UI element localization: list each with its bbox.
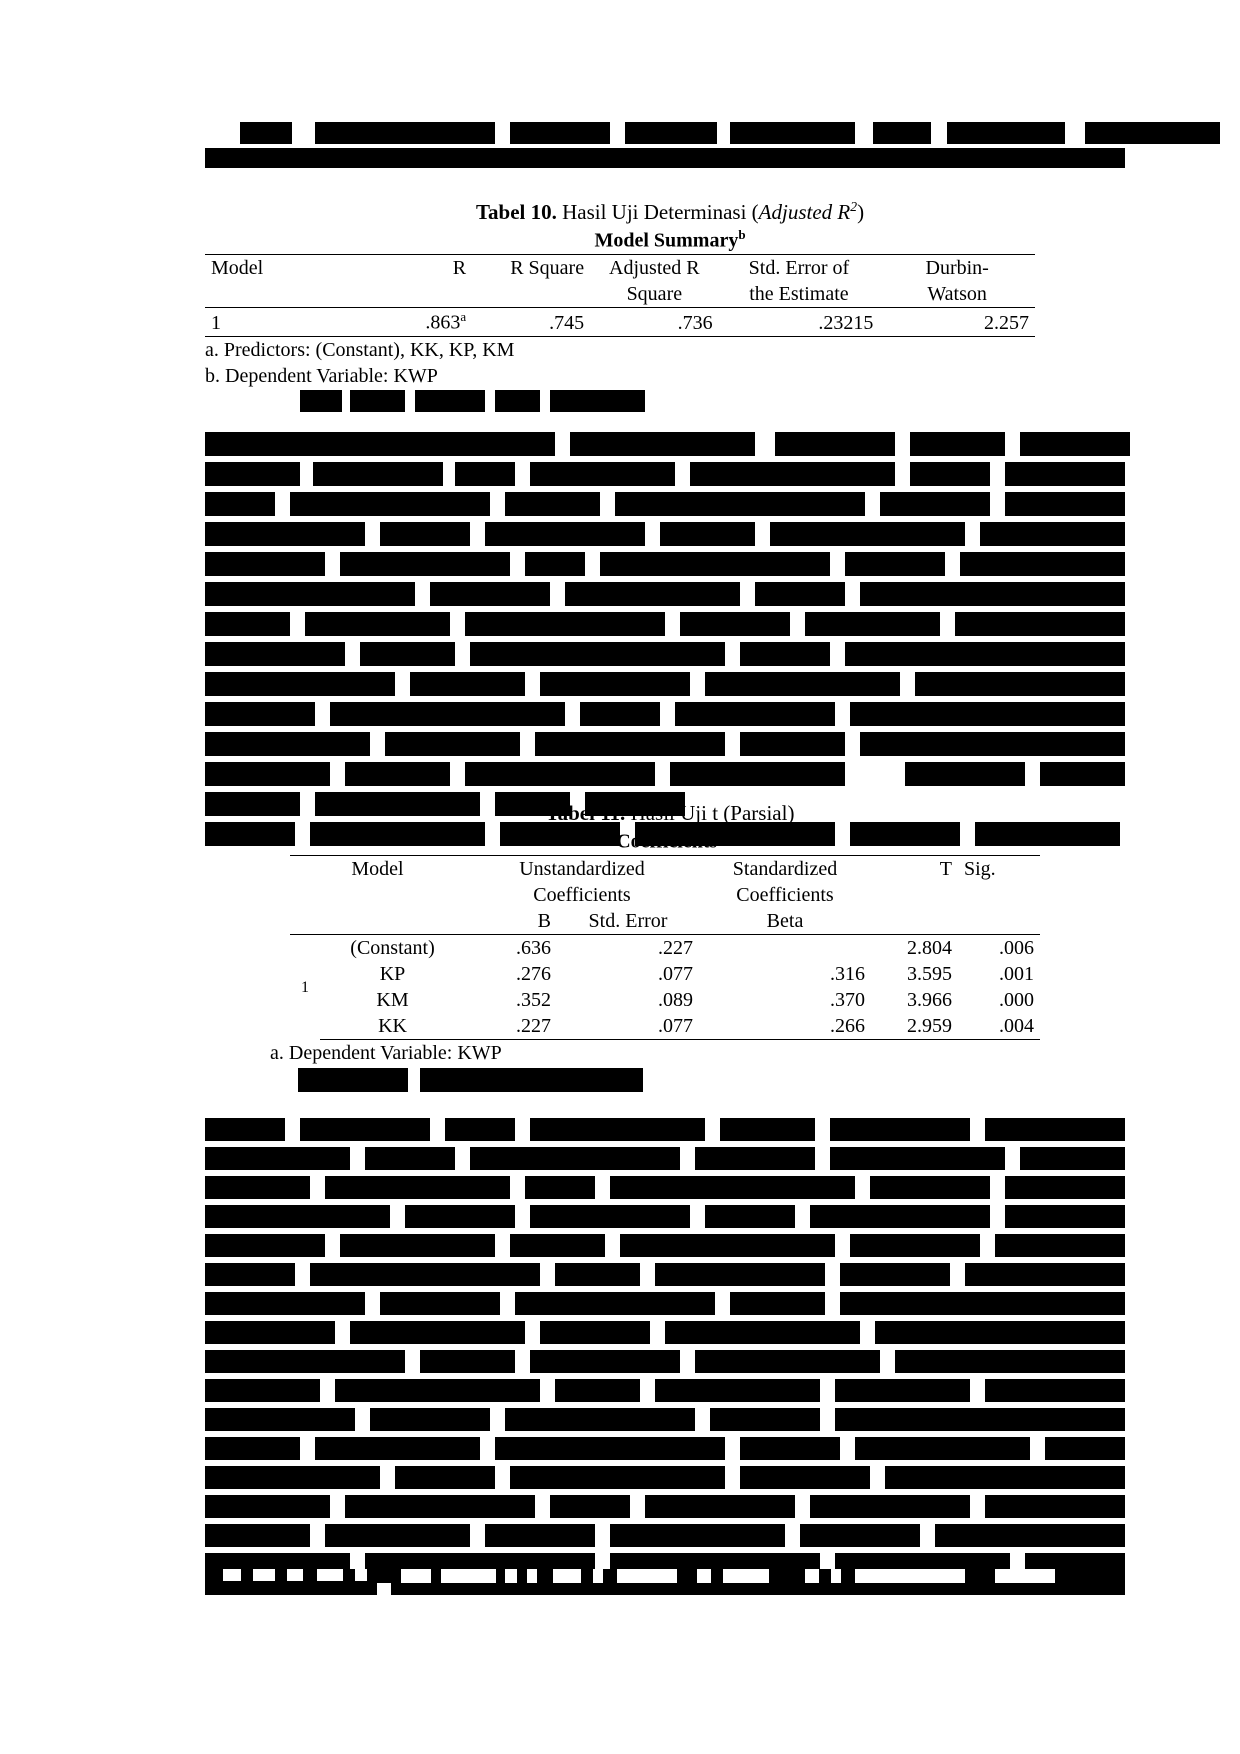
cell-r-square: .745 — [472, 307, 590, 336]
cell-t: 3.595 — [907, 962, 952, 985]
table-10-caption-prefix: Tabel 10. — [475, 200, 557, 224]
table-10-caption-suffix: ) — [857, 200, 865, 224]
header-durbin-watson: Durbin- — [879, 254, 1035, 281]
header-sig-blank — [958, 882, 1040, 908]
cell-std-error: .089 — [658, 988, 693, 1011]
cell-std-error: .227 — [658, 936, 693, 959]
header-model-blank — [205, 281, 369, 308]
cell-r-sup: a — [460, 308, 467, 324]
table-11-title — [290, 828, 1050, 854]
header-r-square: R Square — [472, 254, 590, 281]
table-10-wrapper — [205, 198, 1135, 389]
header-adjusted-r-square-line2: Square — [590, 281, 718, 308]
cell-adjusted-r-square: .736 — [590, 307, 718, 336]
header-model: Model — [290, 855, 465, 882]
redacted-paragraph-block-upper — [205, 432, 1125, 852]
table-10-caption-italic: Adjusted R — [758, 200, 851, 224]
table-11-title-text: Coefficients — [616, 830, 718, 853]
cell-sig: .001 — [999, 962, 1034, 985]
header-durbin-watson-line2: Watson — [879, 281, 1035, 308]
table-10-title-sup: b — [738, 227, 746, 243]
header-model: Model — [205, 254, 369, 281]
table-11-wrapper — [270, 800, 1050, 1066]
table-10-caption-text: Hasil Uji Determinasi ( — [556, 200, 759, 224]
cell-std-error: .23215 — [719, 307, 880, 336]
cell-beta: .370 — [830, 988, 865, 1011]
cell-b: .227 — [465, 1013, 557, 1040]
header-std-error: Std. Error — [557, 908, 699, 935]
cell-beta: .316 — [830, 962, 865, 985]
table-row — [205, 307, 1035, 336]
redacted-line-after-table-10 — [300, 390, 645, 416]
cell-t: 3.966 — [907, 988, 952, 1011]
header-r: R — [369, 254, 472, 281]
cell-model-number: 1 — [301, 978, 310, 996]
table-row-header — [290, 855, 1040, 882]
cell-sig: .004 — [958, 1013, 1040, 1040]
cell-variable-label: KK — [320, 1013, 465, 1040]
table-10-model-summary — [205, 254, 1035, 337]
header-b: B — [465, 908, 557, 935]
header-standardized: Standardized — [699, 855, 871, 882]
table-row — [290, 934, 1040, 961]
cell-variable-label: (Constant) — [350, 936, 435, 959]
header-model-blank-2 — [290, 908, 465, 935]
cell-durbin-watson: 2.257 — [879, 307, 1035, 336]
table-11-note-a: a. Dependent Variable: KWP — [270, 1041, 502, 1064]
header-r-blank — [369, 281, 472, 308]
table-row — [290, 1013, 1040, 1040]
header-model-blank — [290, 882, 465, 908]
header-t-blank-2 — [871, 908, 958, 935]
table-11-caption-prefix: Tabel 11. — [545, 801, 626, 825]
cell-t: 2.804 — [907, 936, 952, 959]
cell-std-error: .077 — [658, 962, 693, 985]
table-10-title — [205, 227, 1135, 253]
redacted-header-block — [205, 118, 1125, 172]
table-10-note-b: b. Dependent Variable: KWP — [205, 364, 438, 387]
table-10-title-text: Model Summary — [594, 229, 739, 252]
cell-r — [369, 307, 472, 336]
table-row-header-second-line — [205, 281, 1035, 308]
header-std-error: Std. Error of — [719, 254, 880, 281]
cell-b: .636 — [516, 936, 551, 959]
table-10-note-a: a. Predictors: (Constant), KK, KP, KM — [205, 338, 515, 361]
header-sig-blank-2 — [958, 908, 1040, 935]
header-standardized-line2: Coefficients — [736, 883, 834, 906]
cell-sig: .006 — [999, 936, 1034, 959]
cell-beta: .266 — [699, 1013, 871, 1040]
header-unstandardized: Unstandardized — [465, 855, 699, 882]
cell-b: .352 — [516, 988, 551, 1011]
header-t: T — [871, 855, 958, 882]
cell-t: 2.959 — [871, 1013, 958, 1040]
header-r-square-blank — [472, 281, 590, 308]
cell-sig: .000 — [999, 988, 1034, 1011]
table-row-header-third-line — [290, 908, 1040, 935]
redacted-paragraph-block-lower — [205, 1118, 1125, 1582]
redacted-footer-block — [205, 1565, 1125, 1597]
table-11-coefficients — [290, 855, 1040, 1040]
header-sig: Sig. — [958, 855, 1040, 882]
table-10-caption-sup: 2 — [850, 199, 858, 214]
header-beta: Beta — [699, 908, 871, 935]
cell-model: 1 — [205, 307, 369, 336]
header-adjusted-r-square: Adjusted R — [590, 254, 718, 281]
header-unstandardized-line2: Coefficients — [533, 883, 631, 906]
cell-r-value: .863 — [425, 311, 461, 334]
table-11-caption-text: Hasil Uji t (Parsial) — [625, 801, 795, 825]
table-11-title-sup: a — [717, 828, 724, 844]
table-10-caption — [205, 198, 1135, 225]
cell-beta — [699, 934, 871, 961]
table-row-header-second-line — [290, 882, 1040, 908]
table-11-caption — [290, 800, 1050, 826]
cell-b: .276 — [516, 962, 551, 985]
table-row — [290, 961, 1040, 987]
header-t-blank — [871, 882, 958, 908]
cell-variable-label: KP — [379, 962, 406, 985]
header-std-error-line2: the Estimate — [719, 281, 880, 308]
table-row-header — [205, 254, 1035, 281]
cell-std-error: .077 — [557, 1013, 699, 1040]
cell-variable-label: KM — [376, 988, 409, 1011]
redacted-line-after-table-11 — [298, 1068, 643, 1094]
table-row — [290, 987, 1040, 1013]
